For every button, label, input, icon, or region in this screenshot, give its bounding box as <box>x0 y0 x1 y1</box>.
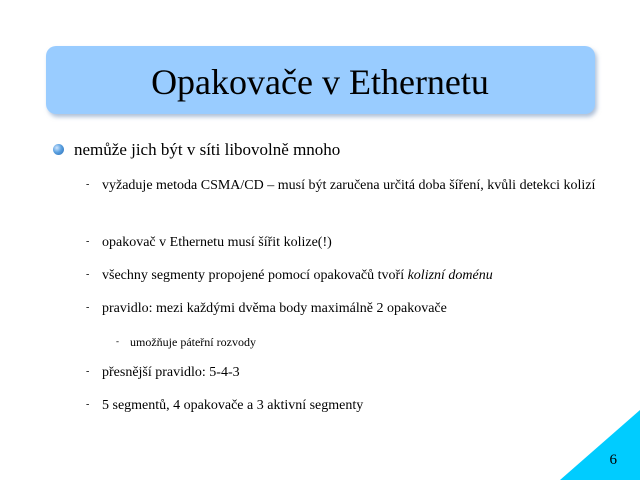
bullet-icon <box>53 144 64 155</box>
dash-icon: - <box>86 302 90 313</box>
list-item: opakovač v Ethernetu musí šířit kolize(!) <box>102 235 332 250</box>
dash-icon: - <box>116 336 119 346</box>
slide-title: Opakovače v Ethernetu <box>151 62 489 102</box>
dash-icon: - <box>86 366 90 377</box>
list-item-text: všechny segmenty propojené pomocí opakovačů tvoří <box>102 268 408 283</box>
main-bullet-text: nemůže jich být v síti libovolně mnoho <box>74 140 341 159</box>
dash-icon: - <box>86 179 90 190</box>
list-item: 5 segmentů, 4 opakovače a 3 aktivní segmenty <box>102 398 364 413</box>
list-item <box>102 264 602 288</box>
list-item-emphasis: kolizní doménu <box>407 268 493 283</box>
dash-icon: - <box>86 269 90 280</box>
list-item: přesnější pravidlo: 5-4-3 <box>102 365 240 380</box>
page-number: 6 <box>609 452 617 468</box>
sub-list-item: umožňuje páteřní rozvody <box>130 335 256 349</box>
dash-icon: - <box>86 236 90 247</box>
corner-decoration <box>560 410 640 480</box>
list-item: vyžaduje metoda CSMA/CD – musí být zaručena určitá doba šíření, kvůli detekci kolizí <box>102 178 596 193</box>
dash-icon: - <box>86 399 90 410</box>
list-item: pravidlo: mezi každými dvěma body maximálně 2 opakovače <box>102 301 447 316</box>
